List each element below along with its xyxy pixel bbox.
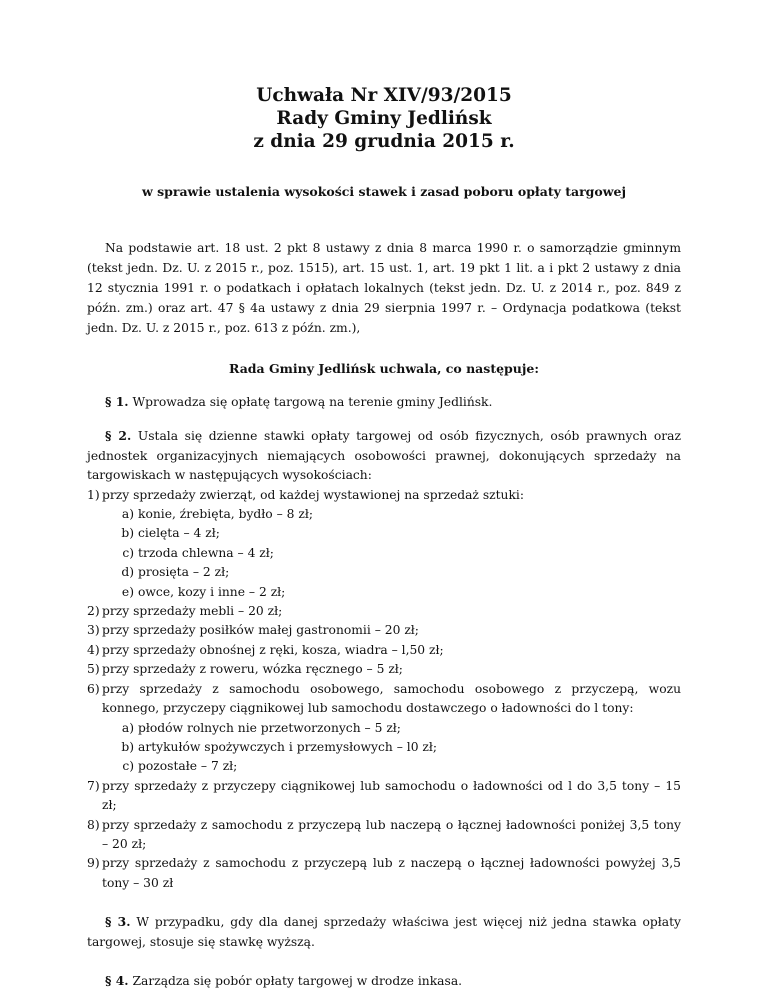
sub-list-item: c) trzoda chlewna – 4 zł; — [122, 545, 274, 560]
resolution-subject: w sprawie ustalenia wysokości stawek i zasad poboru opłaty targowej — [141, 184, 626, 199]
section-1-text: Wprowadza się opłatę targową na terenie gminy Jedlińsk. — [132, 395, 493, 409]
resolution-header — [87, 84, 681, 153]
section-4-text: Zarządza się pobór opłaty targowej w drodze inkasa. — [132, 973, 463, 988]
council-resolves: Rada Gminy Jedlińsk uchwala, co następuje: — [229, 361, 539, 376]
sub-list-item: e) owce, kozy i inne – 2 zł; — [121, 584, 286, 599]
list-item: 2) przy sprzedaży mebli – 20 zł; — [87, 604, 283, 619]
list-item: 8) przy sprzedaży z samochodu z przyczepą lub naczepą o łącznej ładowności poniżej 3,5 tony – 20 zł; — [87, 817, 681, 851]
legal-basis: Na podstawie art. 18 ust. 2 pkt 8 ustawy z dnia 8 marca 1990 r. o samorządzie gminnym (tekst jedn. Dz. U. z 2015 r., poz. 1515), art. 15 ust. 1, art. 19 pkt 1 lit. a i pkt 2 ustawy z dnia 12 stycznia 1991 r. o podatkach i opłatach lokalnych (tekst jedn. Dz. U. z 2014 r., poz. 849 z późn. zm.) oraz art. 47 § 4a ustawy z dnia 29 sierpnia 1997 r. – Ordynacja podatkowa (tekst jedn. Dz. U. z 2015 r., poz. 613 z późn. zm.), — [87, 241, 681, 335]
section-1 — [87, 392, 681, 412]
document-page — [87, 84, 681, 991]
list-item: 4) przy sprzedaży obnośnej z ręki, kosza, wiadra – l,50 zł; — [87, 642, 444, 657]
section-1-label: § 1. — [105, 394, 129, 409]
sub-list-item: a) płodów rolnych nie przetworzonych – 5 zł; — [121, 720, 401, 735]
rates-list — [87, 486, 681, 894]
sub-list-item: b) cielęta – 4 zł; — [121, 526, 220, 541]
council-name: Rady Gminy Jedlińsk — [276, 108, 492, 129]
list-item: 6) przy sprzedaży z samochodu osobowego, samochodu osobowego z przyczepą, wozu konnego, przyczepy ciągnikowej lub samochodu dostawczego o ładowności do l tony: a) płodów rolnych nie przetworzonych – 5 zł; b) artykułów spożywczych i przemysłowych – l0 zł; c) pozostałe – 7 zł; — [87, 680, 681, 777]
section-3-label: § 3. — [105, 914, 131, 930]
sub-list-item: b) artykułów spożywczych i przemysłowych – l0 zł; — [121, 739, 438, 754]
section-2-text: Ustala się dzienne stawki opłaty targowej od osób fizycznych, osób prawnych oraz jednostek organizacyjnych niemających osobowości prawnej, dokonujących sprzedaży na targowiskach w następujących wysokościach: — [87, 429, 681, 483]
list-item: 3) przy sprzedaży posiłków małej gastronomii – 20 zł; — [87, 623, 419, 638]
sub-list-item: d) prosięta – 2 zł; — [121, 565, 230, 580]
section-2-label: § 2. — [105, 428, 132, 444]
section-2 — [87, 426, 681, 485]
list-item: 5) przy sprzedaży z roweru, wózka ręcznego – 5 zł; — [87, 662, 403, 677]
sub-list-item: a) konie, źrebięta, bydło – 8 zł; — [121, 507, 313, 522]
section-4 — [87, 971, 681, 991]
list-item: 1) przy sprzedaży zwierząt, od każdej wystawionej na sprzedaż sztuki: a) konie, źrebięta, bydło – 8 zł; b) cielęta – 4 zł; c) trzoda chlewna – 4 zł; d) prosięta – 2 zł; e) owce, kozy i inne – 2 zł; — [87, 486, 681, 602]
resolution-number: Uchwała Nr XIV/93/2015 — [256, 85, 512, 106]
section-3-text: W przypadku, gdy dla danej sprzedaży właściwa jest więcej niż jedna stawka opłaty targowej, stosuje się stawkę wyższą. — [87, 915, 681, 949]
resolution-date: z dnia 29 grudnia 2015 r. — [253, 131, 515, 152]
vehicle-rates-list — [102, 719, 681, 777]
sub-list-item: c) pozostałe – 7 zł; — [122, 759, 238, 774]
section-4-label: § 4. — [105, 972, 129, 988]
animal-rates-list — [102, 505, 681, 602]
list-item: 9) przy sprzedaży z samochodu z przyczepą lub z naczepą o łącznej ładowności powyżej 3,5 tony – 30 zł — [87, 856, 681, 890]
section-3 — [87, 912, 681, 952]
list-item: 7) przy sprzedaży z przyczepy ciągnikowej lub samochodu o ładowności od l do 3,5 tony – 15 zł; — [87, 778, 681, 813]
